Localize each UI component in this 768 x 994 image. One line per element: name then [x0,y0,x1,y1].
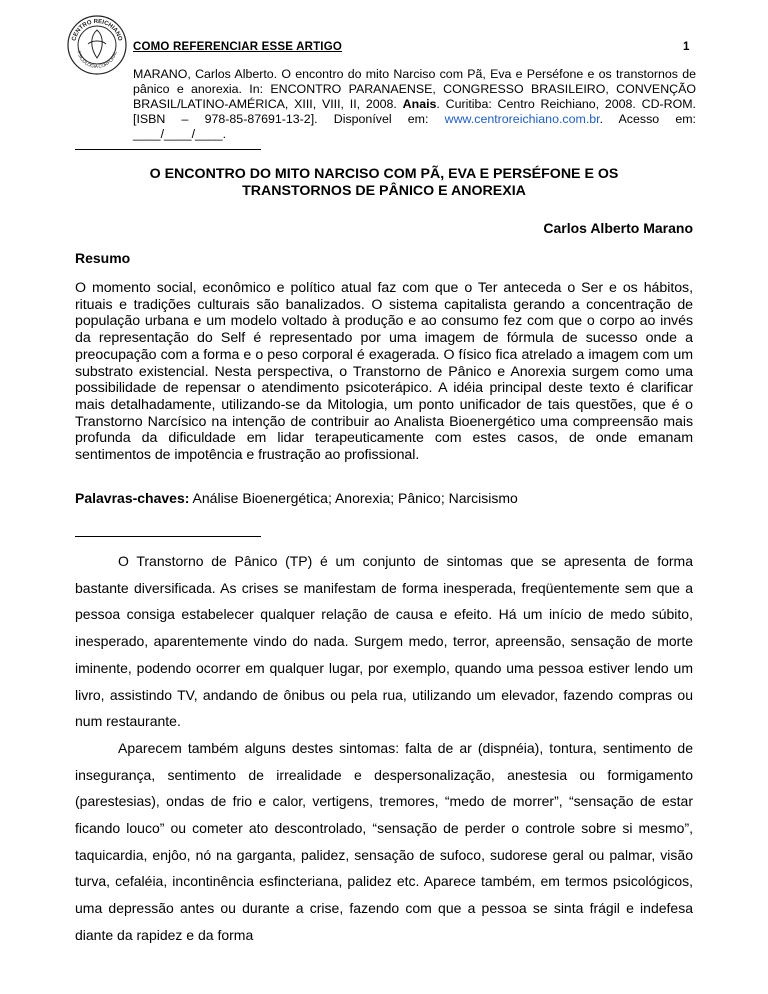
website-link[interactable]: www.centroreichiano.com.br [444,112,600,126]
svg-text:CENTRO REICHIANO: CENTRO REICHIANO [71,18,123,42]
citation-anais: Anais [402,97,437,111]
author-name: Carlos Alberto Marano [543,220,693,236]
article-title [75,166,693,200]
title-line-1: O ENCONTRO DO MITO NARCISO COM PÃ, EVA E PERSÉFONE E OS [149,166,619,182]
title-line-2: TRANSTORNOS DE PÂNICO E ANOREXIA [242,183,526,199]
reference-heading: COMO REFERENCIAR ESSE ARTIGO [133,41,342,53]
citation-access: . Acesso em: ____/____/____. [133,112,696,141]
centro-reichiano-seal-logo [66,14,128,76]
abstract-heading: Resumo [75,250,131,266]
keywords-values: Análise Bioenergética; Anorexia; Pânico; Narcisismo [192,490,518,506]
keywords-line [75,490,693,506]
citation-text-mid: . Curitiba: Centro Reichiano, 2008. CD-ROM. [ISBN – 978-85-87691-13-2]. Disponível em: [133,97,696,126]
header-divider [75,149,261,150]
page-number: 1 [683,41,690,53]
section-divider [75,536,261,537]
keywords-label: Palavras-chaves: [75,490,190,506]
article-body [75,548,693,949]
citation-block [133,67,696,142]
svg-text:PSICOLOGIA CORPORAL: PSICOLOGIA CORPORAL [76,50,118,70]
body-paragraph-2: Aparecem também alguns destes sintomas: falta de ar (dispnéia), tontura, sentimento de insegurança, sentimento de irrealidade e despersonalização, anestesia ou formigamento (parestesias), ondas de frio e calor, vertigens, tremores, “medo de morrer”, “sensação de estar ficando louco” ou cometer ato descontrolado, “sensação de perder o controle sobre si mesmo”, taquicardia, enjôo, nó na garganta, palidez, sensação de sufoco, sudorese geral ou palmar, visão turva, cefaléia, incontinência esfincteriana, palidez etc. Aparece também, em termos psicológicos, uma depressão antes ou durante a crise, fazendo com que a pessoa se sinta frágil e indefesa diante da rapidez e da forma [75,739,693,943]
citation-text: MARANO, Carlos Alberto. O encontro do mito Narciso com Pã, Eva e Perséfone e os transtornos de pânico e anorexia. In: ENCONTRO PARANAENSE, CONGRESSO BRASILEIRO, CONVENÇÃO BRASIL/LATINO-AMÉRICA, XIII, VIII, II, 2008. [133,67,696,111]
body-paragraph-1: O Transtorno de Pânico (TP) é um conjunto de sintomas que se apresenta de forma bastante diversificada. As crises se manifestam de forma inesperada, freqüentemente sem que a pessoa consiga estabelecer qualquer relação de causa e efeito. Há um início de medo súbito, inesperado, aparentemente vindo do nada. Surgem medo, terror, apreensão, sensação de morte iminente, podendo ocorrer em qualquer lugar, por exemplo, quando uma pessoa estiver lendo um livro, assistindo TV, andando de ônibus ou pela rua, utilizando um elevador, fazendo compras ou num restaurante. [75,553,693,730]
abstract-text: O momento social, econômico e político atual faz com que o Ter anteceda o Ser e os hábitos, rituais e tradições culturais são banalizados. O sistema capitalista gerando a concentração de população urbana e um modelo voltado à produção e ao consumo fez com que o corpo ao invés da representação do Self é representado por uma imagem de fórmula de sucesso onde a preocupação com a forma e o peso corporal é exagerada. O físico fica atrelado a imagem com um substrato existencial. Nesta perspectiva, o Transtorno de Pânico e Anorexia surgem como uma possibilidade de repensar o atendimento psicoterápico. A idéia principal deste texto é clarificar mais detalhadamente, utilizando-se da Mitologia, um ponto unificador de tais questões, que é o Transtorno Narcísico na intenção de contribuir ao Analista Bioenergético uma compreensão mais profunda da dificuldade em lidar terapeuticamente com estes casos, de onde emanam sentimentos de impotência e frustração ao profissional. [75,280,693,464]
